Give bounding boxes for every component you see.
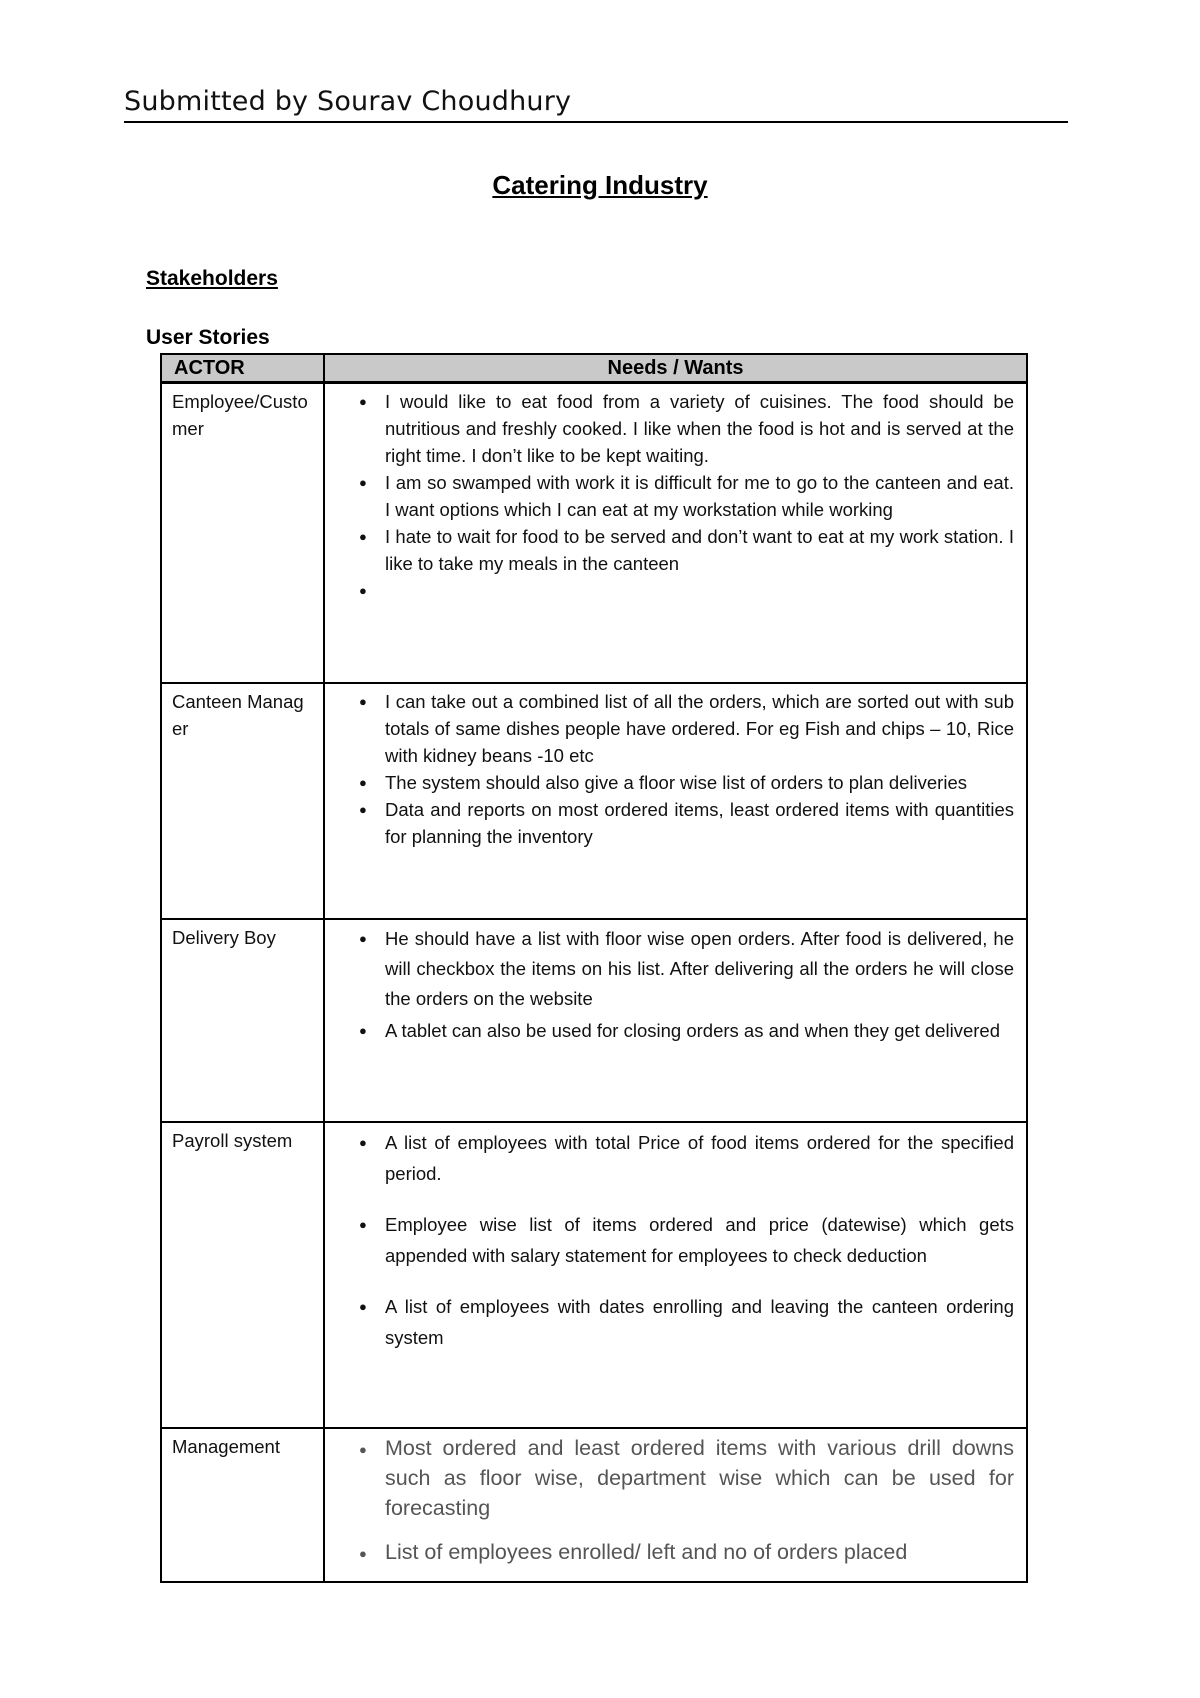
need-text: Employee wise list of items ordered and price (datewise) which gets appended with salary statement for employees to check deduction bbox=[385, 1214, 1014, 1266]
need-text: I hate to wait for food to be served and don’t want to eat at my work station. I like to take my meals in the canteen bbox=[385, 526, 1014, 574]
need-text: Data and reports on most ordered items, least ordered items with quantities for planning the inventory bbox=[385, 799, 1014, 847]
user-stories-heading: User Stories bbox=[146, 326, 270, 349]
needs-list bbox=[325, 1433, 1014, 1567]
table-row bbox=[161, 919, 1027, 1122]
need-text: A tablet can also be used for closing orders as and when they get delivered bbox=[385, 1020, 1000, 1041]
need-item bbox=[325, 924, 1014, 1014]
need-item bbox=[325, 1291, 1014, 1353]
document-title: Catering Industry bbox=[492, 170, 708, 200]
bullet-icon: ● bbox=[359, 475, 367, 490]
actor-cell: Delivery Boy bbox=[161, 919, 324, 1122]
column-header-needs: Needs / Wants bbox=[324, 354, 1027, 383]
stakeholders-heading: Stakeholders bbox=[146, 267, 278, 290]
need-text: List of employees enrolled/ left and no of orders placed bbox=[385, 1540, 908, 1564]
need-text: A list of employees with total Price of food items ordered for the specified period. bbox=[385, 1132, 1014, 1184]
bullet-icon: ● bbox=[359, 775, 367, 790]
need-text: Most ordered and least ordered items with various drill downs such as floor wise, department wise which can be used for forecasting bbox=[385, 1436, 1014, 1520]
need-item bbox=[325, 1016, 1014, 1046]
bullet-icon: ● bbox=[359, 529, 367, 544]
need-item bbox=[325, 769, 1014, 796]
need-item bbox=[325, 1209, 1014, 1271]
bullet-icon: ● bbox=[359, 1023, 367, 1038]
need-item bbox=[325, 1537, 1014, 1567]
actor-cell: Employee/Customer bbox=[161, 383, 324, 684]
actor-cell: Canteen Manager bbox=[161, 683, 324, 919]
needs-list bbox=[325, 688, 1014, 850]
table-row bbox=[161, 383, 1027, 684]
bullet-icon: ● bbox=[359, 1299, 367, 1314]
need-item bbox=[325, 796, 1014, 850]
need-item bbox=[325, 469, 1014, 523]
bullet-icon: ● bbox=[359, 802, 367, 817]
bullet-icon: ● bbox=[359, 1546, 367, 1561]
need-item bbox=[325, 1127, 1014, 1189]
need-item bbox=[325, 523, 1014, 577]
need-text: The system should also give a floor wise list of orders to plan deliveries bbox=[385, 772, 967, 793]
needs-cell bbox=[324, 683, 1027, 919]
actor-cell: Payroll system bbox=[161, 1122, 324, 1428]
bullet-icon: ● bbox=[359, 583, 367, 598]
needs-cell bbox=[324, 1428, 1027, 1582]
user-stories-table bbox=[160, 353, 1028, 1583]
needs-list bbox=[325, 388, 1014, 604]
table-row bbox=[161, 1428, 1027, 1582]
need-text: I can take out a combined list of all the orders, which are sorted out with sub totals of same dishes people have ordered. For eg Fish and chips – 10, Rice with kidney beans -10 etc bbox=[385, 691, 1014, 766]
table-row bbox=[161, 683, 1027, 919]
need-text: I am so swamped with work it is difficult for me to go to the canteen and eat. I want options which I can eat at my workstation while working bbox=[385, 472, 1014, 520]
needs-list bbox=[325, 924, 1014, 1046]
bullet-icon: ● bbox=[359, 694, 367, 709]
need-item bbox=[325, 688, 1014, 769]
need-text: I would like to eat food from a variety of cuisines. The food should be nutritious and freshly cooked. I like when the food is hot and is served at the right time. I don’t like to be kept waiting. bbox=[385, 391, 1014, 466]
bullet-icon: ● bbox=[359, 1442, 367, 1457]
table-row bbox=[161, 1122, 1027, 1428]
column-header-actor: ACTOR bbox=[161, 354, 324, 383]
needs-cell bbox=[324, 919, 1027, 1122]
table-header-row bbox=[161, 354, 1027, 383]
needs-cell bbox=[324, 1122, 1027, 1428]
needs-list bbox=[325, 1127, 1014, 1353]
need-text: He should have a list with floor wise open orders. After food is delivered, he will checkbox the items on his list. After delivering all the orders he will close the orders on the website bbox=[385, 928, 1014, 1009]
need-text: A list of employees with dates enrolling and leaving the canteen ordering system bbox=[385, 1296, 1014, 1348]
need-item bbox=[325, 388, 1014, 469]
need-item bbox=[325, 577, 1014, 604]
need-item bbox=[325, 1433, 1014, 1523]
submitted-by-text: Submitted by Sourav Choudhury bbox=[124, 86, 572, 117]
bullet-icon: ● bbox=[359, 394, 367, 409]
page-header bbox=[124, 86, 1068, 123]
needs-cell bbox=[324, 383, 1027, 684]
bullet-icon: ● bbox=[359, 1217, 367, 1232]
bullet-icon: ● bbox=[359, 1135, 367, 1150]
bullet-icon: ● bbox=[359, 931, 367, 946]
actor-cell: Management bbox=[161, 1428, 324, 1582]
